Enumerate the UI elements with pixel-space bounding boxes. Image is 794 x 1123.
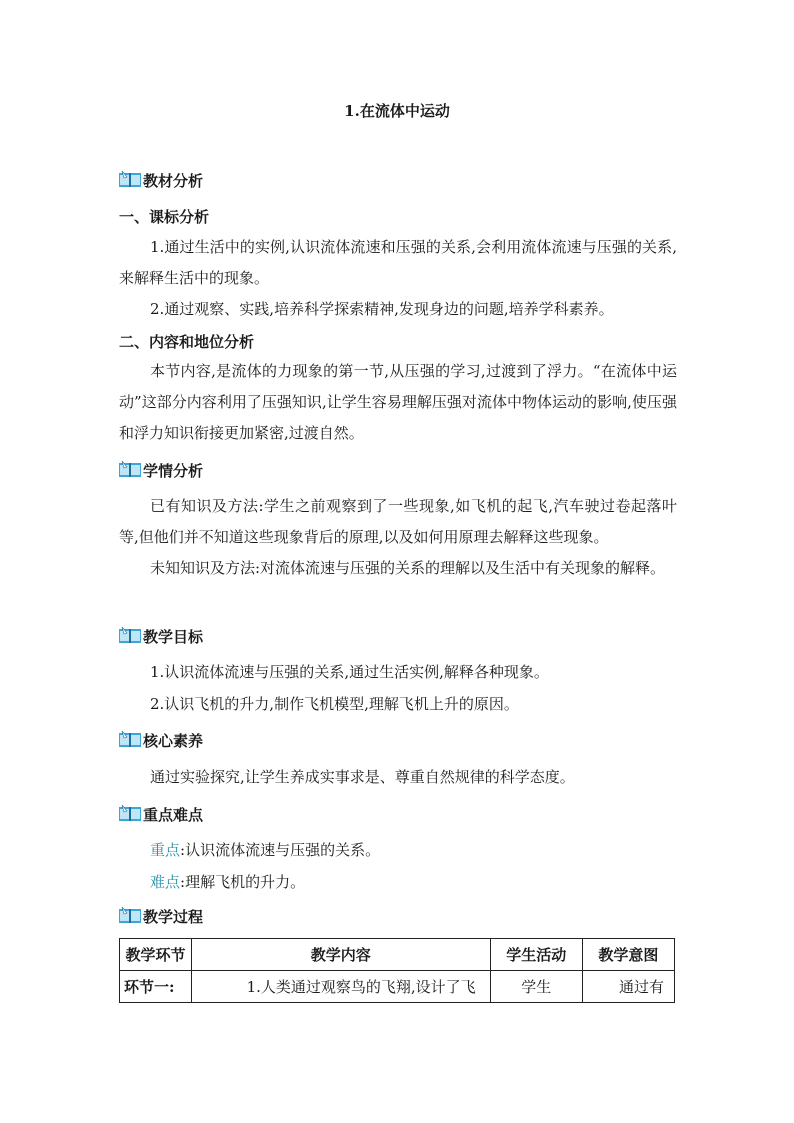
book-icon	[119, 461, 141, 479]
section-heading-teaching-goals	[119, 626, 203, 646]
key-point-text: :认识流体流速与压强的关系。	[180, 841, 381, 859]
table-row	[120, 971, 675, 1003]
table-header-row	[120, 939, 675, 971]
paragraph: 本节内容,是流体的力现象的第一节,从压强的学习,过渡到了浮力。“在流体中运动”这部分内容利用了压强知识,让学生容易理解压强对流体中物体运动的影响,使压强和浮力知识衔接更加紧密,过渡自然。	[119, 362, 677, 442]
column-header: 教学意图	[582, 939, 674, 971]
key-point-line	[119, 835, 677, 866]
book-icon	[119, 731, 141, 749]
section-title: 教材分析	[143, 171, 204, 190]
section-title: 学情分析	[143, 461, 204, 480]
section-title: 核心素养	[143, 731, 204, 750]
paragraph: 已有知识及方法:学生之前观察到了一些现象,如飞机的起飞,汽车驶过卷起落叶等,但他们并不知道这些现象背后的原理,以及如何用原理去解释这些现象。	[119, 497, 677, 546]
table-cell: 通过有	[582, 971, 674, 1003]
book-icon	[119, 171, 141, 189]
column-header: 教学环节	[120, 939, 192, 971]
key-point-label: 重点	[150, 841, 181, 859]
difficult-point-line	[119, 867, 677, 898]
section-heading-learner-analysis	[119, 460, 203, 480]
table-cell: 1.人类通过观察鸟的飞翔,设计了飞	[191, 971, 490, 1003]
section-heading-core-literacy	[119, 730, 203, 750]
section-title: 教学目标	[143, 627, 204, 646]
book-icon	[119, 627, 141, 645]
subheading-curriculum: 一、课标分析	[119, 208, 210, 226]
paragraph: 未知知识及方法:对流体流速与压强的关系的理解以及生活中有关现象的解释。	[150, 559, 666, 577]
column-header: 教学内容	[191, 939, 490, 971]
page-title: 1.在流体中运动	[344, 102, 450, 120]
column-header: 学生活动	[490, 939, 582, 971]
book-icon	[119, 907, 141, 925]
difficult-point-text: :理解飞机的升力。	[180, 873, 306, 891]
subheading-content-position: 二、内容和地位分析	[119, 333, 255, 351]
teaching-process-table	[119, 938, 675, 1003]
table-cell: 环节一:	[120, 971, 192, 1003]
paragraph: 2.认识飞机的升力,制作飞机模型,理解飞机上升的原因。	[150, 695, 519, 713]
table-cell: 学生	[490, 971, 582, 1003]
paragraph: 1.认识流体流速与压强的关系,通过生活实例,解释各种现象。	[150, 663, 549, 681]
paragraph: 1.通过生活中的实例,认识流体流速和压强的关系,会利用流体流速与压强的关系,来解释生活中的现象。	[119, 238, 677, 287]
section-title: 教学过程	[143, 907, 204, 926]
paragraph: 通过实验探究,让学生养成实事求是、尊重自然规律的科学态度。	[150, 768, 575, 786]
section-title: 重点难点	[143, 805, 204, 824]
book-icon	[119, 805, 141, 823]
section-heading-teaching-process	[119, 906, 203, 926]
paragraph: 2.通过观察、实践,培养科学探索精神,发现身边的问题,培养学科素养。	[150, 300, 614, 318]
difficult-point-label: 难点	[150, 873, 181, 891]
section-heading-textbook-analysis	[119, 170, 203, 190]
section-heading-key-difficult	[119, 804, 203, 824]
